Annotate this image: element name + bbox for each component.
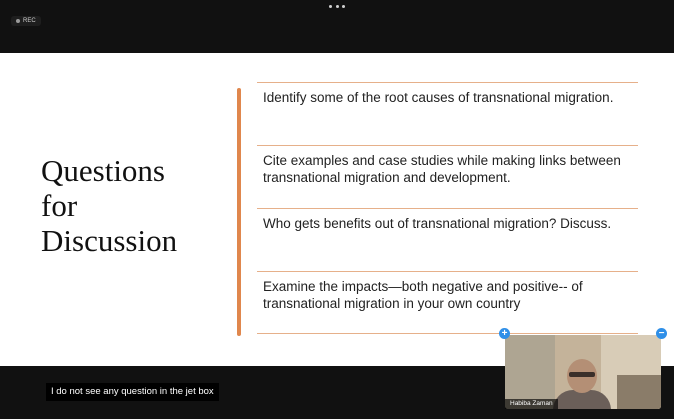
slide-title-line: for (41, 188, 78, 223)
participant-video-tile[interactable] (505, 335, 661, 409)
meeting-top-bar (0, 0, 674, 52)
slide-title-line: Questions (41, 153, 165, 188)
live-caption: I do not see any question in the jet box (46, 383, 219, 401)
question-item: Who gets benefits out of transnational migration? Discuss. (257, 208, 638, 271)
record-dot-icon (16, 19, 20, 23)
recording-label: REC (23, 18, 36, 24)
participant-name-tag: Habiba Zaman (505, 399, 558, 409)
slide-title-line: Discussion (41, 223, 178, 258)
question-item: Identify some of the root causes of transnational migration. (257, 82, 638, 145)
shared-slide (0, 53, 674, 366)
question-item: Cite examples and case studies while making links between transnational migration and development. (257, 145, 638, 208)
question-item: Examine the impacts—both negative and positive-- of transnational migration in your own country (257, 271, 638, 334)
more-options-icon[interactable] (329, 2, 345, 10)
question-list (257, 82, 638, 334)
expand-video-button[interactable]: + (499, 328, 510, 339)
slide-title (41, 153, 177, 258)
accent-divider (237, 88, 241, 336)
minimize-video-button[interactable]: − (656, 328, 667, 339)
recording-indicator (11, 16, 41, 26)
